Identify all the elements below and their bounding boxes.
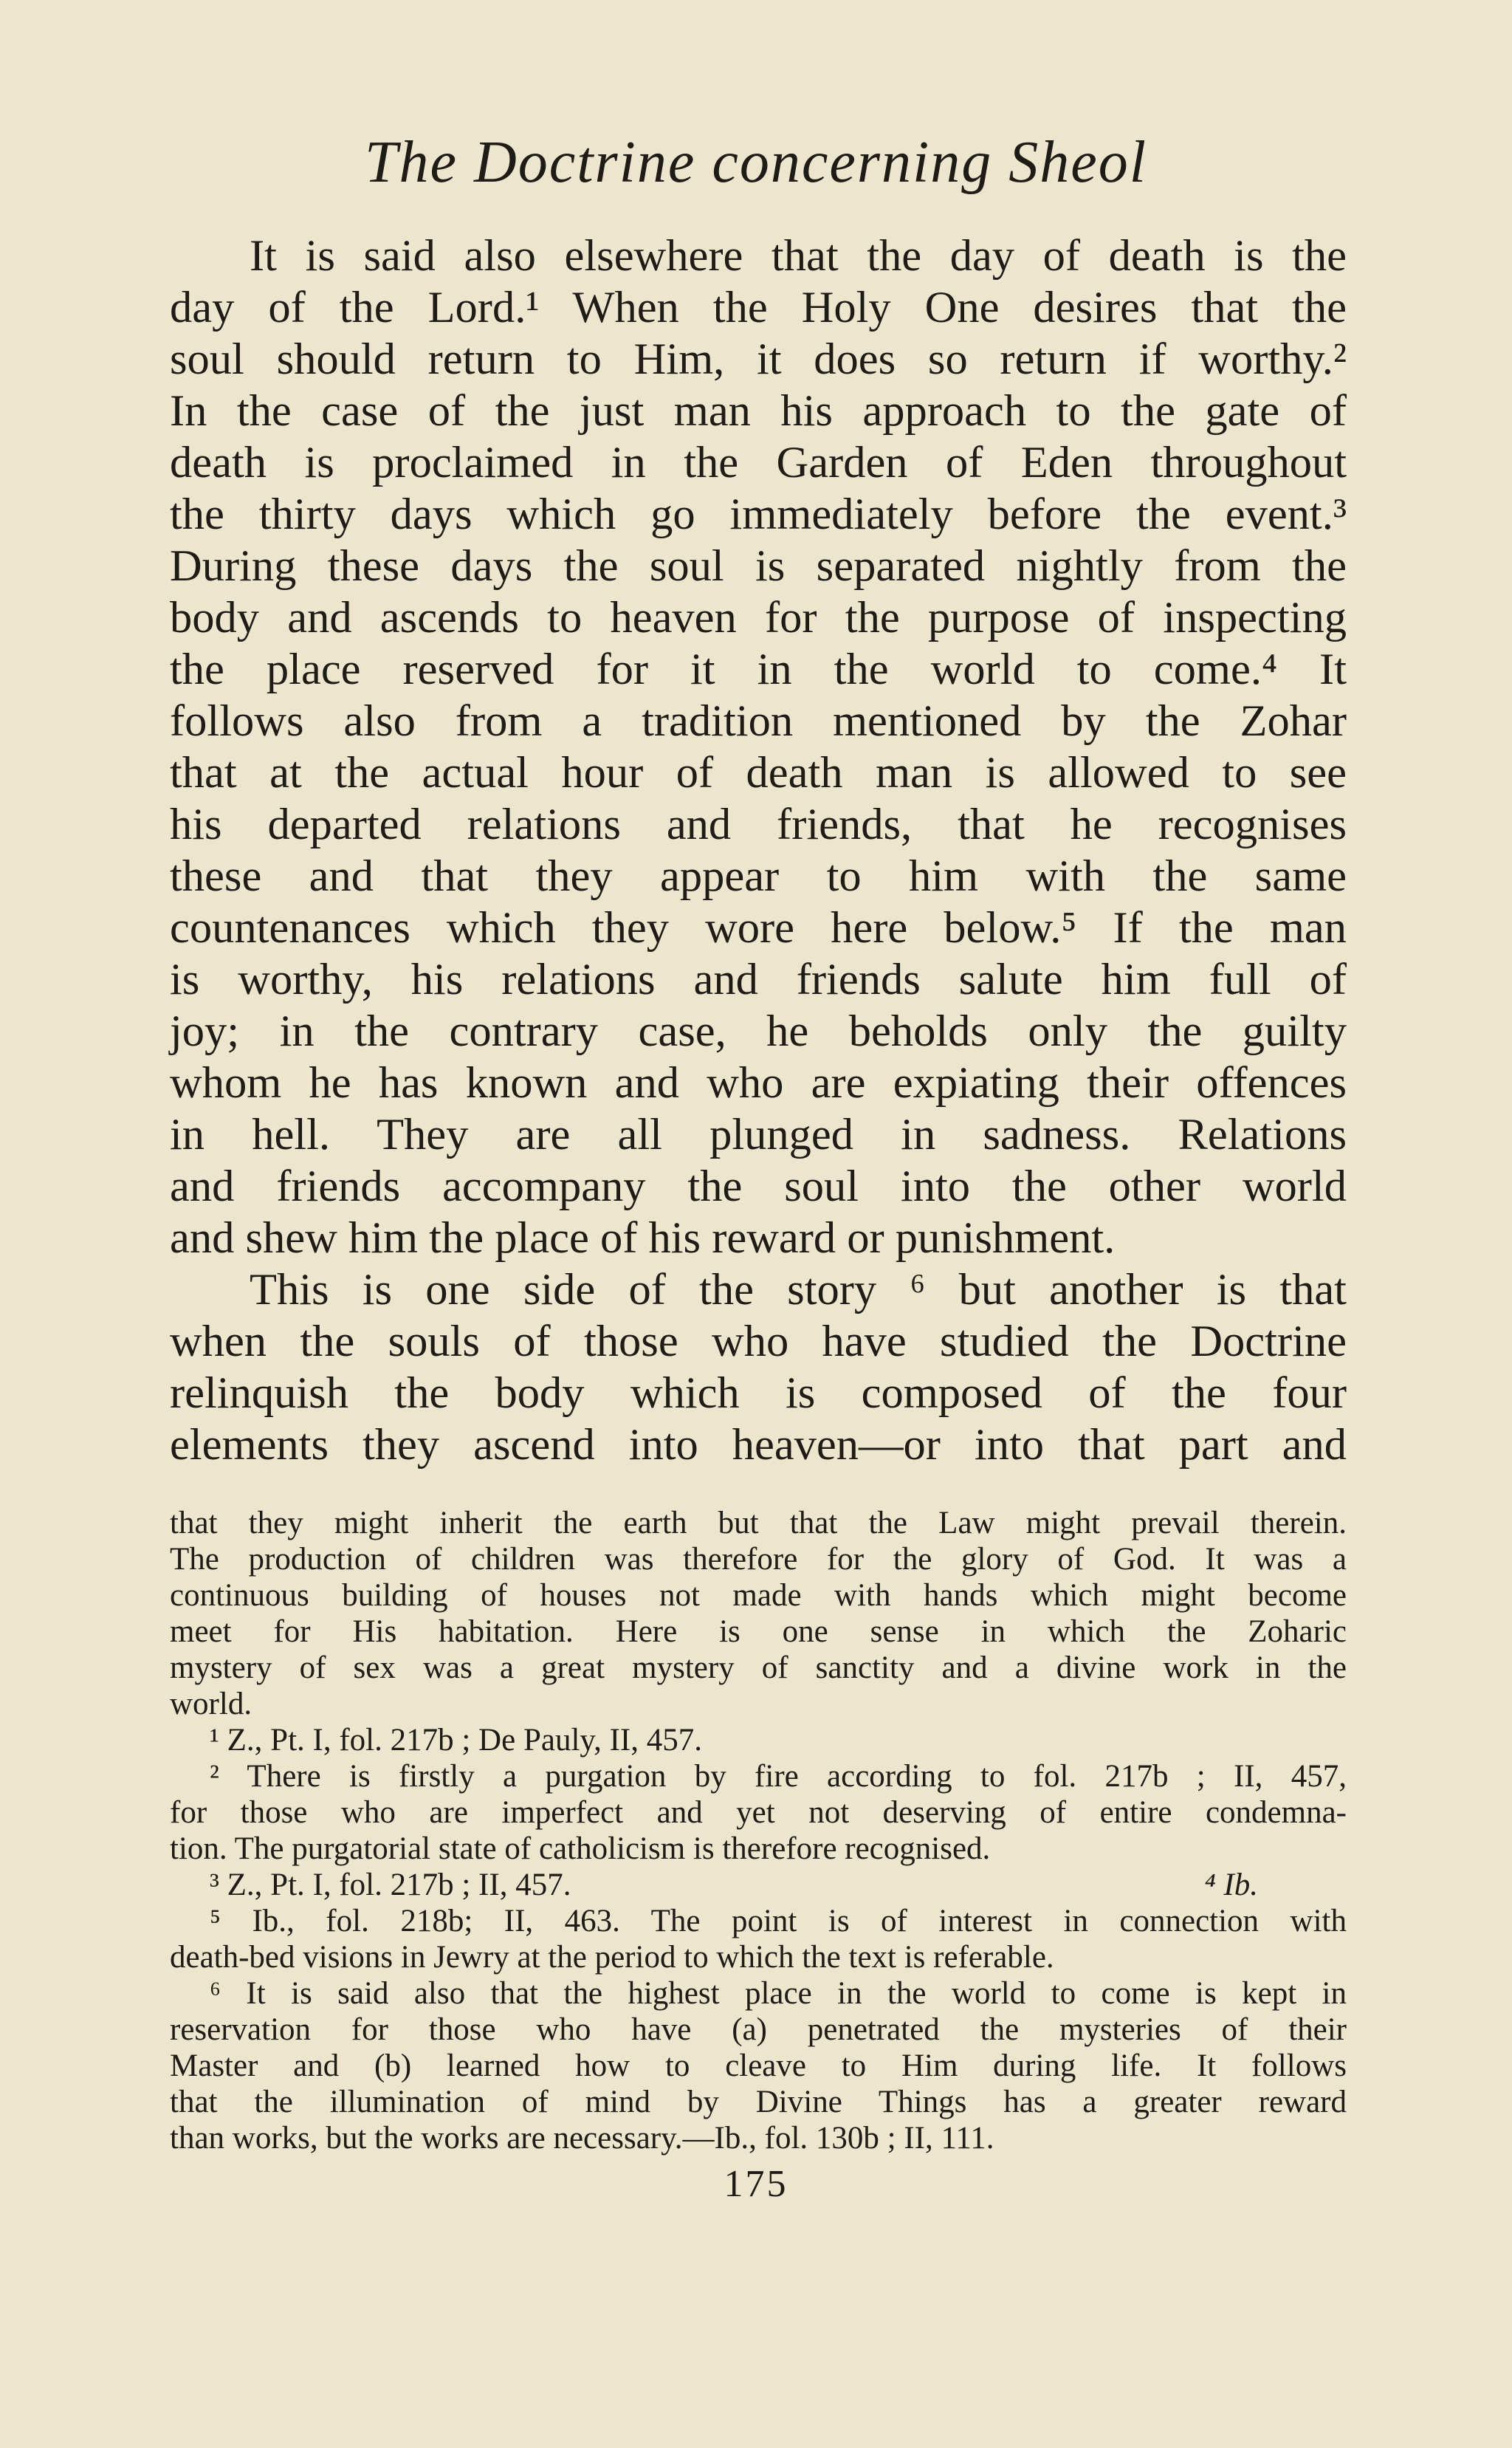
- footnote-3-4-row: [210, 1867, 1347, 1903]
- body-line: countenances which they wore here below.⁵ If the man: [170, 903, 1347, 953]
- footnote-5: ⁵ Ib., fol. 218b; II, 463. The point is of interest in connection with: [210, 1904, 1347, 1938]
- footnote-line: reservation for those who have (a) penetrated the mysteries of their: [170, 2012, 1347, 2047]
- footnote-4: ⁴ Ib.: [1204, 1868, 1258, 1902]
- body-line: and shew him the place of his reward or punishment.: [170, 1213, 1116, 1263]
- body-line: follows also from a tradition mentioned by the Zohar: [170, 696, 1347, 746]
- footnote-line: world.: [170, 1687, 252, 1721]
- body-line: the thirty days which go immediately before the event.³: [170, 490, 1347, 539]
- footnote-line: meet for His habitation. Here is one sense in which the Zoharic: [170, 1614, 1347, 1649]
- footnote-1: ¹ Z., Pt. I, fol. 217b ; De Pauly, II, 457.: [210, 1723, 702, 1758]
- footnote-line: continuous building of houses not made with hands which might become: [170, 1578, 1347, 1613]
- footnote-line: Master and (b) learned how to cleave to Him during life. It follows: [170, 2048, 1347, 2083]
- body-line: day of the Lord.¹ When the Holy One desires that the: [170, 283, 1347, 332]
- body-line: In the case of the just man his approach to the gate of: [170, 386, 1347, 436]
- body-line: It is said also elsewhere that the day of death is the: [250, 231, 1347, 281]
- footnote-line: death-bed visions in Jewry at the period to which the text is referable.: [170, 1940, 1054, 1975]
- footnote-line: mystery of sex was a great mystery of sanctity and a divine work in the: [170, 1650, 1347, 1685]
- body-line: the place reserved for it in the world to come.⁴ It: [170, 645, 1347, 694]
- body-line: relinquish the body which is composed of the four: [170, 1368, 1347, 1418]
- footnote-6: ⁶ It is said also that the highest place in the world to come is kept in: [210, 1976, 1347, 2011]
- running-head: The Doctrine concerning Sheol: [365, 130, 1147, 195]
- footnote-line: than works, but the works are necessary.—Ib., fol. 130b ; II, 111.: [170, 2121, 994, 2156]
- body-line: is worthy, his relations and friends salute him full of: [170, 955, 1347, 1004]
- body-line: and friends accompany the soul into the other world: [170, 1162, 1347, 1211]
- body-line: soul should return to Him, it does so return if worthy.²: [170, 335, 1347, 384]
- body-line: joy; in the contrary case, he beholds only the guilty: [170, 1007, 1347, 1056]
- page-number: 175: [724, 2163, 788, 2205]
- footnote-line: that they might inherit the earth but that the Law might prevail therein.: [170, 1506, 1347, 1540]
- body-line: when the souls of those who have studied the Doctrine: [170, 1317, 1347, 1366]
- body-line: whom he has known and who are expiating their offences: [170, 1058, 1347, 1108]
- body-line: body and ascends to heaven for the purpose of inspecting: [170, 593, 1347, 642]
- body-line: that at the actual hour of death man is allowed to see: [170, 748, 1347, 798]
- footnote-line: tion. The purgatorial state of catholicism is therefore recognised.: [170, 1831, 991, 1866]
- body-line: in hell. They are all plunged in sadness. Relations: [170, 1110, 1347, 1159]
- footnote-line: for those who are imperfect and yet not deserving of entire condemna-: [170, 1795, 1347, 1830]
- footnote-3: ³ Z., Pt. I, fol. 217b ; II, 457.: [210, 1868, 571, 1902]
- footnote-2: ² There is firstly a purgation by fire according to fol. 217b ; II, 457,: [210, 1759, 1347, 1794]
- body-line: death is proclaimed in the Garden of Eden throughout: [170, 438, 1347, 487]
- body-line: This is one side of the story ⁶ but another is that: [250, 1265, 1347, 1314]
- footnote-line: The production of children was therefore for the glory of God. It was a: [170, 1542, 1347, 1577]
- body-line: his departed relations and friends, that he recognises: [170, 800, 1347, 849]
- footnote-line: that the illumination of mind by Divine Things has a greater reward: [170, 2085, 1347, 2119]
- body-line: During these days the soul is separated nightly from the: [170, 541, 1347, 591]
- body-line: these and that they appear to him with the same: [170, 851, 1347, 901]
- body-line: elements they ascend into heaven—or into that part and: [170, 1420, 1347, 1470]
